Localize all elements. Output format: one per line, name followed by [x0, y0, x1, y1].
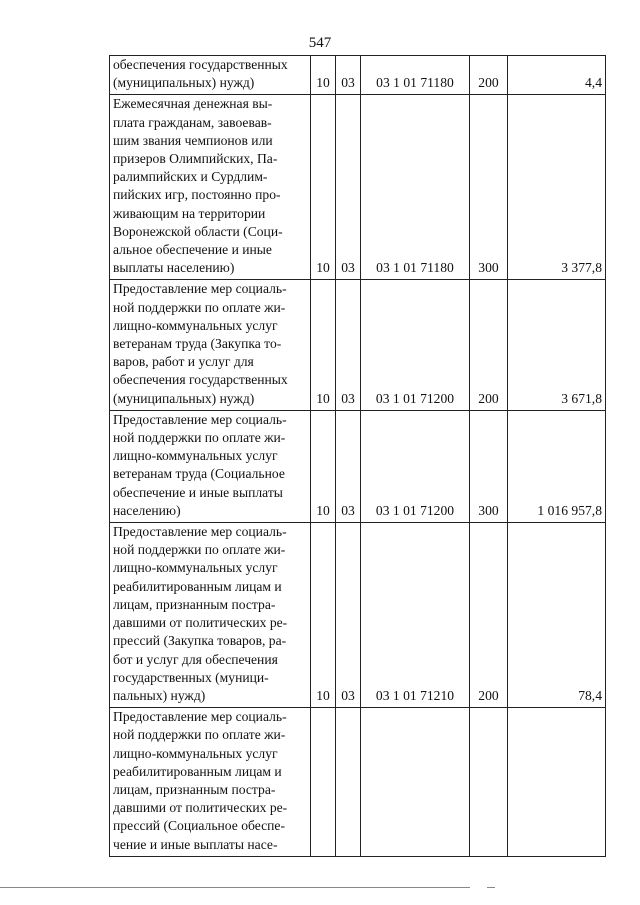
name-line: Предоставление мер социаль- — [113, 524, 287, 540]
name-line: Предоставление мер социаль- — [113, 709, 287, 725]
name-line: реабилитированным лицам и — [113, 578, 282, 594]
amount-cell: 4,4 — [508, 56, 606, 95]
name-line: ной поддержки по оплате жи- — [113, 299, 286, 315]
expense-name-cell — [110, 95, 311, 280]
name-line: лицам, признанным постра- — [113, 781, 276, 797]
name-line: лищно-коммунальных услуг — [113, 560, 278, 576]
amount-cell: 1 016 957,8 — [508, 410, 606, 522]
table-row — [110, 56, 606, 95]
target-article-cell: 03 1 01 71180 — [361, 56, 470, 95]
name-line: лищно-коммунальных услуг — [113, 317, 278, 333]
expense-name-cell — [110, 410, 311, 522]
name-line: лищно-коммунальных услуг — [113, 448, 278, 464]
name-line: обеспечения государственных — [113, 372, 288, 388]
expense-name-cell — [110, 280, 311, 410]
subsection-cell: 03 — [336, 410, 361, 522]
subsection-cell: 03 — [336, 523, 361, 708]
name-line: государственных (муници- — [113, 669, 269, 685]
name-line: шим звания чемпионов или — [113, 132, 273, 148]
section-cell: 10 — [311, 410, 336, 522]
amount-cell: 3 671,8 — [508, 280, 606, 410]
section-cell: 10 — [311, 280, 336, 410]
target-article-cell: 03 1 01 71180 — [361, 95, 470, 280]
table-row — [110, 523, 606, 708]
name-line: пийских игр, постоянно про- — [113, 187, 281, 203]
name-line: Воронежской области (Соци- — [113, 223, 283, 239]
name-line: обеспечения государственных — [113, 57, 288, 72]
page-bottom-rule — [0, 887, 470, 888]
name-line: реабилитированным лицам и — [113, 763, 282, 779]
name-line: чение и иные выплаты насе- — [113, 836, 278, 852]
name-line: населению) — [113, 502, 181, 518]
name-line: плата гражданам, завоевав- — [113, 114, 272, 130]
expense-type-cell — [470, 708, 508, 857]
expense-type-cell: 200 — [470, 523, 508, 708]
target-article-cell — [361, 708, 470, 857]
name-line: лищно-коммунальных услуг — [113, 745, 278, 761]
table-row — [110, 708, 606, 857]
expense-type-cell: 300 — [470, 410, 508, 522]
name-line: давшими от политических ре- — [113, 615, 288, 631]
name-line: выплаты населению) — [113, 260, 235, 276]
budget-table — [109, 55, 606, 857]
name-line: (муниципальных) нужд) — [113, 390, 255, 406]
table-row — [110, 410, 606, 522]
name-line: лицам, признанным постра- — [113, 596, 276, 612]
expense-name-cell — [110, 56, 311, 95]
section-cell: 10 — [311, 523, 336, 708]
target-article-cell: 03 1 01 71210 — [361, 523, 470, 708]
name-line: обеспечение и иные выплаты — [113, 484, 283, 500]
name-line: Предоставление мер социаль- — [113, 281, 287, 297]
page-number: 547 — [308, 35, 332, 51]
amount-cell — [508, 708, 606, 857]
expense-type-cell: 200 — [470, 56, 508, 95]
name-line: давшими от политических ре- — [113, 800, 288, 816]
section-cell — [311, 708, 336, 857]
amount-cell: 78,4 — [508, 523, 606, 708]
expense-type-cell: 300 — [470, 95, 508, 280]
table-row — [110, 95, 606, 280]
target-article-cell: 03 1 01 71200 — [361, 410, 470, 522]
target-article-cell: 03 1 01 71200 — [361, 280, 470, 410]
name-line: Ежемесячная денежная вы- — [113, 96, 273, 112]
subsection-cell — [336, 708, 361, 857]
name-line: прессий (Закупка товаров, ра- — [113, 633, 287, 649]
expense-type-cell: 200 — [470, 280, 508, 410]
name-line: (муниципальных) нужд) — [113, 75, 255, 91]
expense-name-cell — [110, 523, 311, 708]
name-line: альное обеспечение и иные — [113, 242, 272, 258]
section-cell: 10 — [311, 56, 336, 95]
name-line: живающим на территории — [113, 205, 266, 221]
table-row — [110, 280, 606, 410]
name-line: ветеранам труда (Закупка то- — [113, 336, 282, 352]
expense-name-cell — [110, 708, 311, 857]
name-line: пальных) нужд) — [113, 687, 206, 703]
name-line: прессий (Социальное обеспе- — [113, 818, 285, 834]
section-cell: 10 — [311, 95, 336, 280]
name-line: ралимпийских и Сурдлим- — [113, 169, 268, 185]
name-line: бот и услуг для обеспечения — [113, 651, 278, 667]
subsection-cell: 03 — [336, 95, 361, 280]
subsection-cell: 03 — [336, 280, 361, 410]
amount-cell: 3 377,8 — [508, 95, 606, 280]
name-line: ной поддержки по оплате жи- — [113, 542, 286, 558]
name-line: ной поддержки по оплате жи- — [113, 727, 286, 743]
name-line: варов, работ и услуг для — [113, 354, 254, 370]
name-line: ной поддержки по оплате жи- — [113, 430, 286, 446]
subsection-cell: 03 — [336, 56, 361, 95]
name-line: ветеранам труда (Социальное — [113, 466, 285, 482]
name-line: призеров Олимпийских, Па- — [113, 151, 278, 167]
page-bottom-mark — [487, 887, 495, 888]
name-line: Предоставление мер социаль- — [113, 411, 287, 427]
